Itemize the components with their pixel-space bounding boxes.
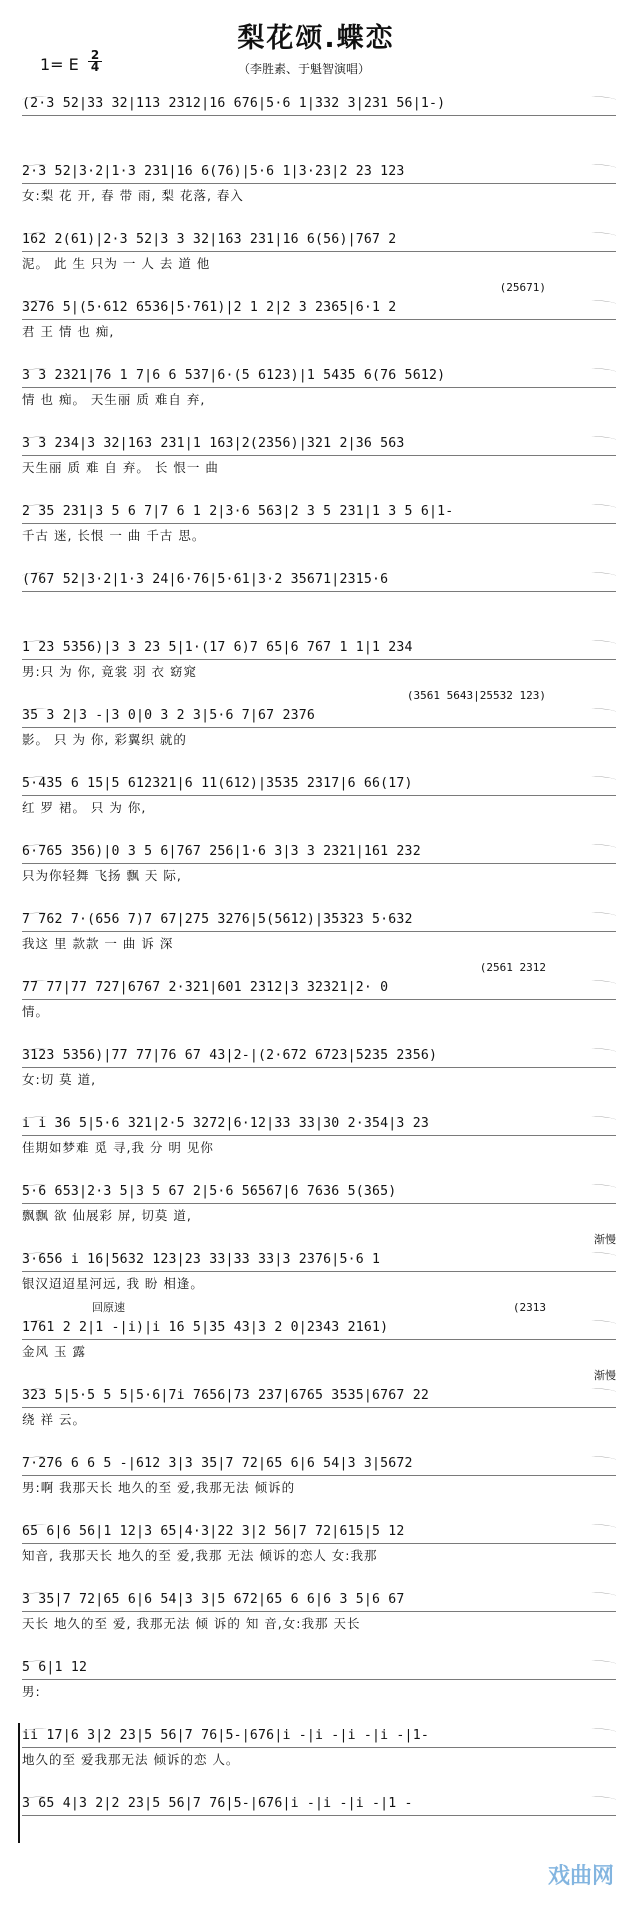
beam-underline xyxy=(22,931,616,932)
slur-mark xyxy=(22,163,616,168)
slur-mark xyxy=(22,1795,616,1800)
lyric-line: 绕 祥 云。 xyxy=(22,1412,86,1427)
score-system xyxy=(22,435,616,476)
score-system xyxy=(22,231,616,272)
notation-line: 323 5|5·5 5 5|5·6|7i 7656|73 237|6765 3535|6767 22 xyxy=(22,1387,616,1410)
lyric-line: 男:啊 我那天长 地久的至 爱,我那无法 倾诉的 xyxy=(22,1480,296,1495)
slur-mark xyxy=(22,775,616,780)
notation-line: 162 2(61)|2·3 52|3 3 32|163 231|16 6(56)|767 2 xyxy=(22,231,616,254)
slur-mark xyxy=(22,1727,616,1732)
slur-mark xyxy=(22,1251,616,1256)
lyric-line: 银汉迢迢星河远, 我 盼 相逢。 xyxy=(22,1276,204,1291)
slur-mark xyxy=(22,1455,616,1460)
score-system xyxy=(22,367,616,408)
lyric-line: 女:切 莫 道, xyxy=(22,1072,97,1087)
beam-underline xyxy=(22,1339,616,1340)
lyric-line: 男: xyxy=(22,1684,41,1699)
slur-mark xyxy=(22,1591,616,1596)
notation-line: (767 52|3·2|1·3 24|6·76|5·61|3·2 35671|2315·6 xyxy=(22,571,616,594)
notation-line: 5·6 653|2·3 5|3 5 67 2|5·6 56567|6 7636 5(365) xyxy=(22,1183,616,1206)
instrumental-fill: (2313 xyxy=(512,1301,546,1314)
slur-mark xyxy=(22,1659,616,1664)
slur-mark xyxy=(22,95,616,100)
notation-line: 3 3 234|3 32|163 231|1 163|2(2356)|321 2|36 563 xyxy=(22,435,616,458)
score-system xyxy=(22,163,616,204)
lyric-line: 影。 只 为 你, 彩翼织 就的 xyxy=(22,732,187,747)
score-system xyxy=(22,911,616,952)
lyric-line: 千古 迷, 长恨 一 曲 千古 思。 xyxy=(22,528,206,543)
lyric-line: 天长 地久的至 爱, 我那无法 倾 诉的 知 音,女:我那 天长 xyxy=(22,1616,361,1631)
score-system xyxy=(22,1047,616,1088)
instrumental-fill: (25671) xyxy=(499,281,546,294)
notation-line: ii 17|6 3|2 23|5 56|7 76|5-|676|i -|i -|i -|i -|1- xyxy=(22,1727,616,1750)
score-system xyxy=(22,775,616,816)
lyric-line: 金风 玉 露 xyxy=(22,1344,86,1359)
score-system xyxy=(22,1659,616,1700)
score-system xyxy=(22,843,616,884)
lyric-line xyxy=(22,1818,616,1836)
notation-line: 3 35|7 72|65 6|6 54|3 3|5 672|65 6 6|6 3 5|6 67 xyxy=(22,1591,616,1614)
notation-line: i i 36 5|5·6 321|2·5 3272|6·12|33 33|30 2·354|3 23 xyxy=(22,1115,616,1138)
slur-mark xyxy=(22,1319,616,1324)
slur-mark xyxy=(22,367,616,372)
notation-line: 2·3 52|3·2|1·3 231|16 6(76)|5·6 1|3·23|2 23 123 xyxy=(22,163,616,186)
key-signature: 1= E xyxy=(40,55,79,74)
notation-line: 3 65 4|3 2|2 23|5 56|7 76|5-|676|i -|i -|i -|1 - xyxy=(22,1795,616,1818)
lyric-line: 女:梨 花 开, 春 带 雨, 梨 花落, 春入 xyxy=(22,188,244,203)
lyric-line: 情。 xyxy=(22,1004,50,1019)
beam-underline xyxy=(22,1271,616,1272)
notation-line: 65 6|6 56|1 12|3 65|4·3|22 3|2 56|7 72|615|5 12 xyxy=(22,1523,616,1546)
beam-underline xyxy=(22,999,616,1000)
notation-line: 35 3 2|3 -|3 0|0 3 2 3|5·6 7|67 2376 xyxy=(22,707,616,730)
lyric-line xyxy=(22,118,616,136)
tempo-marking: 回原速 xyxy=(92,1301,125,1314)
score-system xyxy=(22,1301,616,1360)
beam-underline xyxy=(22,659,616,660)
lyric-line: 我这 里 款款 一 曲 诉 深 xyxy=(22,936,174,951)
slur-mark xyxy=(22,1047,616,1052)
meter-top: 2 xyxy=(90,48,100,62)
beam-underline xyxy=(22,455,616,456)
score-system xyxy=(22,961,616,1020)
beam-underline xyxy=(22,795,616,796)
instrumental-fill: (3561 5643|25532 123) xyxy=(406,689,546,702)
notation-line: 2 35 231|3 5 6 7|7 6 1 2|3·6 563|2 3 5 231|1 3 5 6|1- xyxy=(22,503,616,526)
beam-underline xyxy=(22,1815,616,1816)
slur-mark xyxy=(22,979,616,984)
slur-mark xyxy=(22,571,616,576)
lyric-line: 泥。 此 生 只为 一 人 去 道 他 xyxy=(22,256,211,271)
beam-underline xyxy=(22,1611,616,1612)
lyric-line: 只为你轻舞 飞扬 飘 天 际, xyxy=(22,868,182,883)
beam-underline xyxy=(22,1135,616,1136)
score-system xyxy=(22,1591,616,1632)
beam-underline xyxy=(22,1543,616,1544)
score-system xyxy=(22,689,616,748)
beam-underline xyxy=(22,863,616,864)
notation-line: 3 3 2321|76 1 7|6 6 537|6·(5 6123)|1 5435 6(76 5612) xyxy=(22,367,616,390)
slur-mark xyxy=(22,435,616,440)
notation-line: (2·3 52|33 32|113 2312|16 676|5·6 1|332 3|231 56|1-) xyxy=(22,95,616,118)
lyric-line: 飘飘 欲 仙展彩 屏, 切莫 道, xyxy=(22,1208,192,1223)
score-system xyxy=(22,1183,616,1224)
beam-underline xyxy=(22,1067,616,1068)
slur-mark xyxy=(22,843,616,848)
slur-mark xyxy=(22,639,616,644)
notation-line: 3123 5356)|77 77|76 67 43|2-|(2·672 6723|5235 2356) xyxy=(22,1047,616,1070)
lyric-line: 佳期如梦难 觅 寻,我 分 明 见你 xyxy=(22,1140,214,1155)
lyric-line: 地久的至 爱我那无法 倾诉的恋 人。 xyxy=(22,1752,240,1767)
score-system xyxy=(22,1455,616,1496)
lyric-line: 君 王 情 也 痴, xyxy=(22,324,115,339)
slur-mark xyxy=(22,299,616,304)
instrumental-fill: (2561 2312 xyxy=(479,961,546,974)
notation-line: 3·656 i 16|5632 123|23 33|33 33|3 2376|5·6 1 xyxy=(22,1251,616,1274)
beam-underline xyxy=(22,1747,616,1748)
notation-line: 5 6|1 12 xyxy=(22,1659,616,1682)
slur-mark xyxy=(22,707,616,712)
time-signature xyxy=(88,50,102,73)
beam-underline xyxy=(22,115,616,116)
slur-mark xyxy=(22,1115,616,1120)
watermark-logo: 戏曲网 xyxy=(547,1864,614,1889)
notation-line: 7·276 6 6 5 -|612 3|3 35|7 72|65 6|6 54|3 3|5672 xyxy=(22,1455,616,1478)
singers-credit: （李胜素、于魁智演唱） xyxy=(238,62,371,76)
slur-mark xyxy=(22,1183,616,1188)
score-system xyxy=(22,95,616,136)
slur-mark xyxy=(22,1387,616,1392)
lyric-line xyxy=(22,594,616,612)
score-system xyxy=(22,1369,616,1428)
score-system xyxy=(22,639,616,680)
notation-line: 1761 2 2|1 -|i)|i 16 5|35 43|3 2 0|2343 2161) xyxy=(22,1319,616,1342)
tempo-marking: 渐慢 xyxy=(594,1233,616,1246)
beam-underline xyxy=(22,1475,616,1476)
notation-line: 7 762 7·(656 7)7 67|275 3276|5(5612)|35323 5·632 xyxy=(22,911,616,934)
slur-mark xyxy=(22,231,616,236)
slur-mark xyxy=(22,503,616,508)
page-title: 梨花颂.蝶恋 xyxy=(237,23,395,54)
notation-line: 77 77|77 727|6767 2·321|601 2312|3 32321|2· 0 xyxy=(22,979,616,1002)
beam-underline xyxy=(22,727,616,728)
beam-underline xyxy=(22,1203,616,1204)
beam-underline xyxy=(22,183,616,184)
score-system xyxy=(22,1795,616,1836)
lyric-line: 红 罗 裙。 只 为 你, xyxy=(22,800,147,815)
lyric-line: 天生丽 质 难 自 弃。 长 恨一 曲 xyxy=(22,460,219,475)
notation-line: 5·435 6 15|5 612321|6 11(612)|3535 2317|6 66(17) xyxy=(22,775,616,798)
notation-line: 3276 5|(5·612 6536|5·761)|2 1 2|2 3 2365|6·1 2 xyxy=(22,299,616,322)
beam-underline xyxy=(22,251,616,252)
notation-line: 1 23 5356)|3 3 23 5|1·(17 6)7 65|6 767 1 1|1 234 xyxy=(22,639,616,662)
score-system xyxy=(22,281,616,340)
meter-bottom: 4 xyxy=(88,61,102,73)
lyric-line: 情 也 痴。 天生丽 质 难自 弃, xyxy=(22,392,206,407)
lyric-line: 男:只 为 你, 竟裳 羽 衣 窈窕 xyxy=(22,664,198,679)
score-system xyxy=(22,1523,616,1564)
notation-line: 6·765 356)|0 3 5 6|767 256|1·6 3|3 3 2321|161 232 xyxy=(22,843,616,866)
score-system xyxy=(22,503,616,544)
beam-underline xyxy=(22,1407,616,1408)
beam-underline xyxy=(22,1679,616,1680)
score-system xyxy=(22,571,616,612)
system-bracket xyxy=(18,1723,20,1843)
beam-underline xyxy=(22,319,616,320)
score-system xyxy=(22,1727,616,1768)
slur-mark xyxy=(22,1523,616,1528)
slur-mark xyxy=(22,911,616,916)
score-system xyxy=(22,1233,616,1292)
beam-underline xyxy=(22,523,616,524)
beam-underline xyxy=(22,387,616,388)
lyric-line: 知音, 我那天长 地久的至 爱,我那 无法 倾诉的恋人 女:我那 xyxy=(22,1548,378,1563)
score-system xyxy=(22,1115,616,1156)
beam-underline xyxy=(22,591,616,592)
tempo-marking: 渐慢 xyxy=(594,1369,616,1382)
